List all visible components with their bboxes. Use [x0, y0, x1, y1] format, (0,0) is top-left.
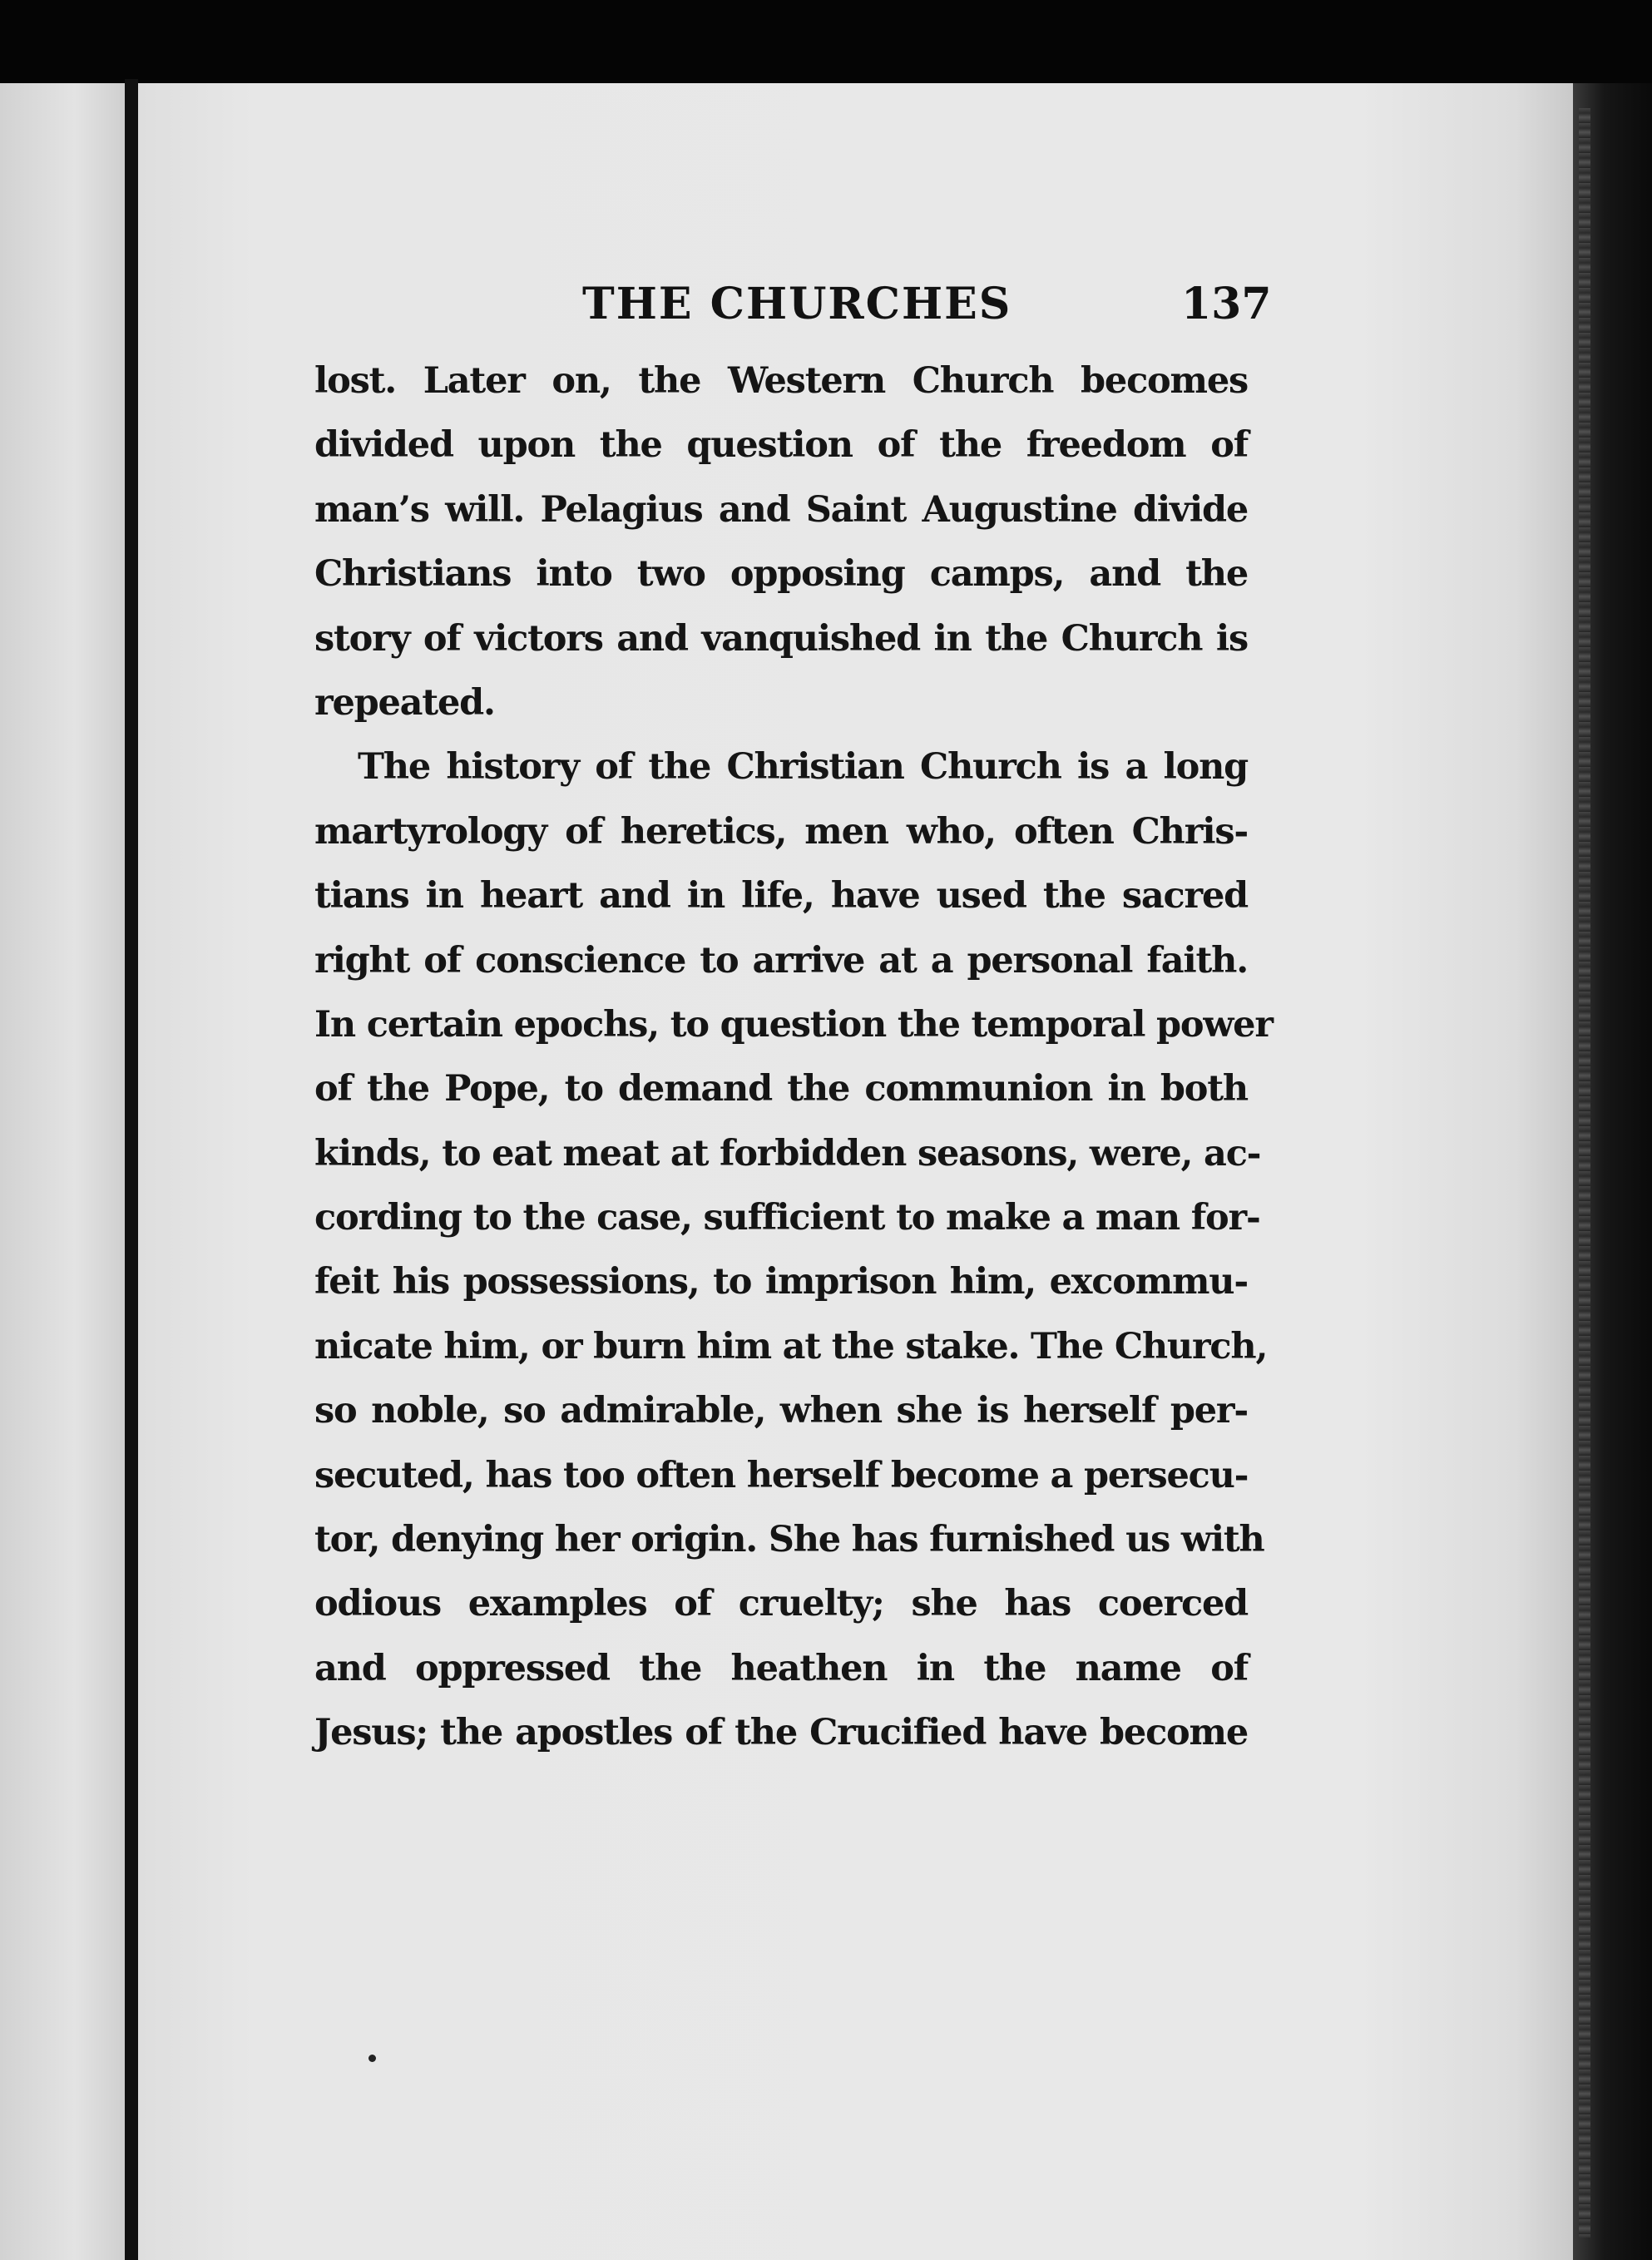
text-line: so noble, so admirable, when she is herself per- — [314, 1390, 1248, 1432]
page-number: 137 — [1181, 279, 1272, 329]
text-line: lost. Later on, the Western Church becomes — [314, 360, 1248, 402]
text-line: odious examples of cruelty; she has coerced — [314, 1583, 1248, 1625]
ink-speck — [368, 2055, 376, 2062]
page-edge-texture — [1579, 108, 1590, 2238]
body-text — [314, 349, 1273, 1766]
text-line: In certain epochs, to question the temporal power — [314, 1003, 1273, 1046]
text-line: feit his possessions, to imprison him, excommu- — [314, 1261, 1248, 1303]
text-line: and oppressed the heathen in the name of — [314, 1647, 1248, 1689]
text-line: tians in heart and in life, have used the sacred — [314, 875, 1248, 917]
text-line: Christians into two opposing camps, and the — [314, 553, 1248, 596]
text-line: cording to the case, sufficient to make a man for- — [314, 1197, 1260, 1239]
text-line: repeated. — [314, 681, 495, 724]
text-line: secuted, has too often herself become a persecu- — [314, 1454, 1249, 1496]
text-line: story of victors and vanquished in the Church is — [314, 617, 1248, 660]
text-line: of the Pope, to demand the communion in both — [314, 1068, 1248, 1110]
text-line: right of conscience to arrive at a personal faith. — [314, 939, 1248, 982]
facing-page-edge — [0, 83, 125, 2260]
text-line: nicate him, or burn him at the stake. The Church, — [314, 1325, 1268, 1367]
text-line: Jesus; the apostles of the Crucified have become — [314, 1712, 1248, 1754]
text-line: kinds, to eat meat at forbidden seasons, were, ac- — [314, 1132, 1261, 1175]
book-gutter — [125, 79, 138, 2260]
text-line: divided upon the question of the freedom of — [314, 424, 1248, 467]
text-line: man’s will. Pelagius and Saint Augustine divide — [314, 488, 1248, 531]
text-line: tor, denying her origin. She has furnished us with — [314, 1519, 1264, 1561]
text-line: The history of the Christian Church is a long — [358, 746, 1248, 789]
running-head: THE CHURCHES — [582, 279, 1012, 329]
text-line: martyrology of heretics, men who, often Chris- — [314, 810, 1248, 853]
